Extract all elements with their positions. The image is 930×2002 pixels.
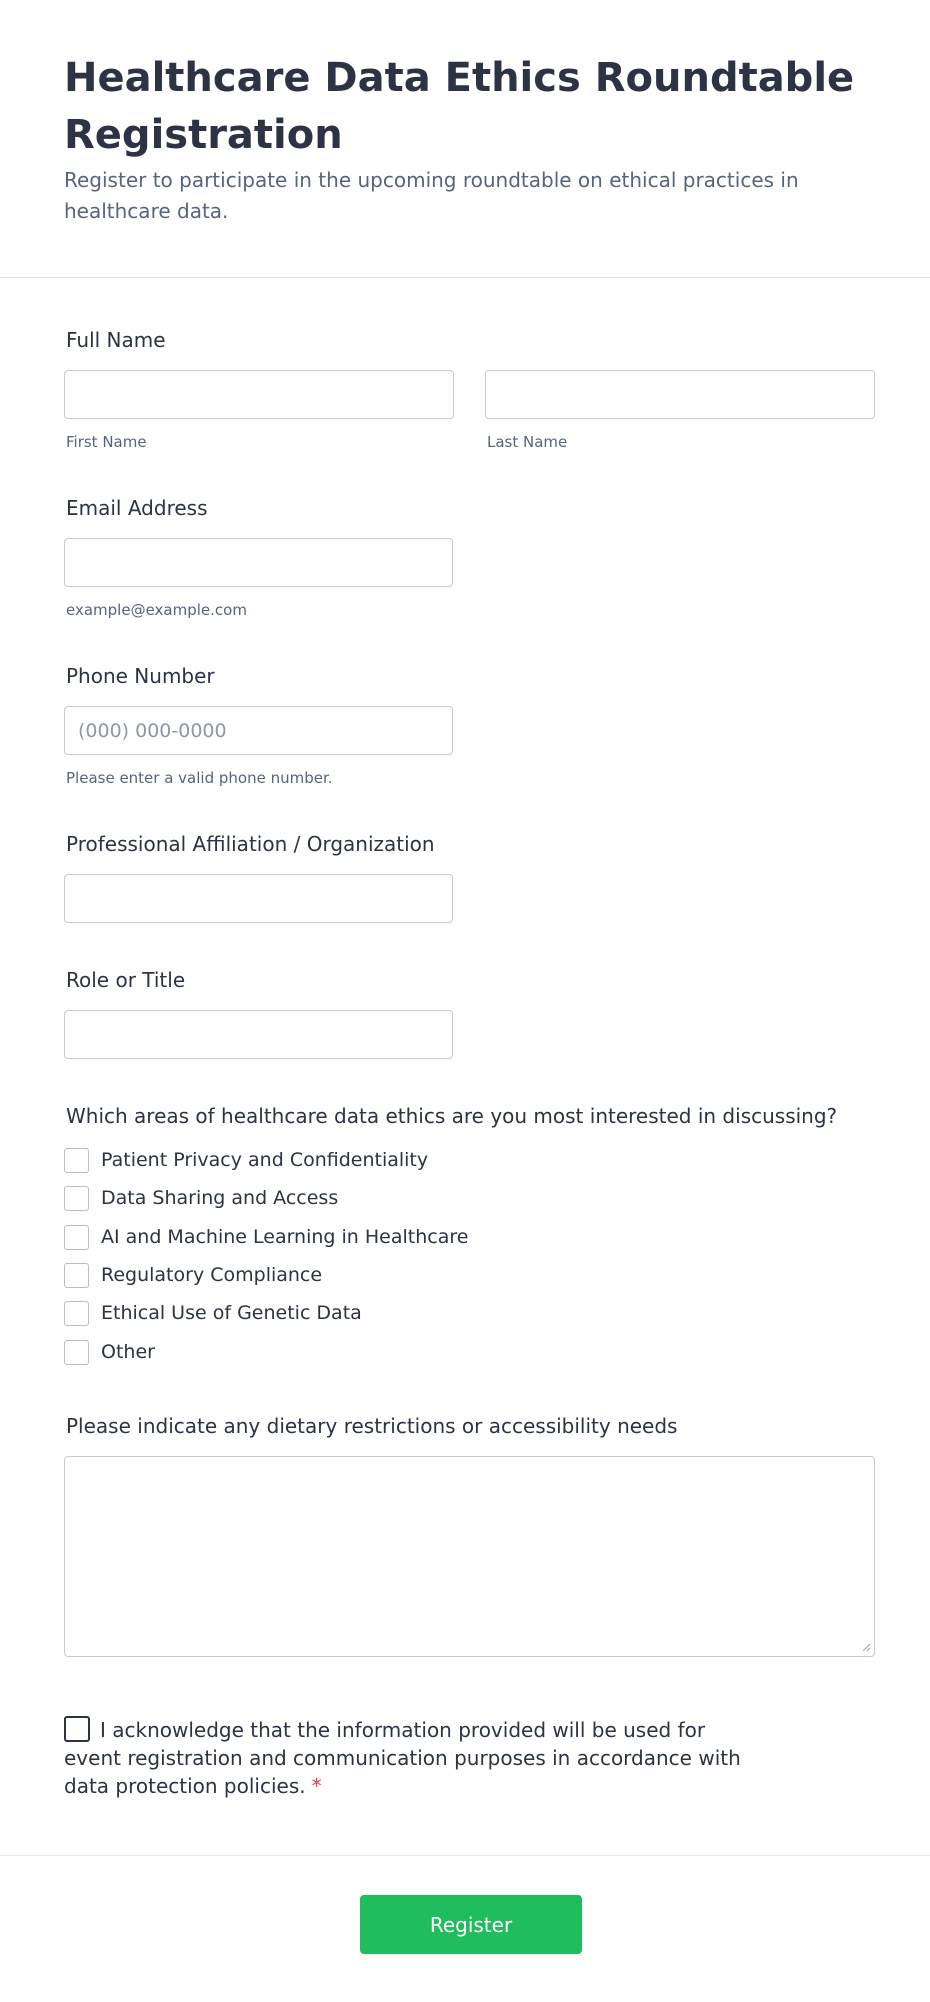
checkbox[interactable]	[64, 1186, 89, 1211]
phone-sublabel: Please enter a valid phone number.	[66, 769, 333, 787]
acknowledgement-field	[64, 1716, 744, 1800]
interests-label: Which areas of healthcare data ethics are you most interested in discussing?	[66, 1104, 838, 1128]
phone-input[interactable]	[64, 706, 453, 755]
checkbox[interactable]	[64, 1340, 89, 1365]
form-header	[0, 0, 930, 278]
interest-option-regulatory[interactable]	[64, 1262, 322, 1288]
required-marker: *	[311, 1774, 322, 1798]
checkbox[interactable]	[64, 1225, 89, 1250]
interest-option-label: AI and Machine Learning in Healthcare	[101, 1226, 469, 1248]
interest-option-label: Patient Privacy and Confidentiality	[101, 1149, 429, 1171]
checkbox[interactable]	[64, 1263, 89, 1288]
needs-label: Please indicate any dietary restrictions or accessibility needs	[66, 1414, 678, 1438]
email-input[interactable]	[64, 538, 453, 587]
last-name-input[interactable]	[485, 370, 875, 419]
role-input[interactable]	[64, 1010, 453, 1059]
interest-option-ai-ml[interactable]	[64, 1224, 468, 1250]
register-button[interactable]: Register	[360, 1895, 582, 1954]
affiliation-input[interactable]	[64, 874, 453, 923]
checkbox[interactable]	[64, 1301, 89, 1326]
email-label: Email Address	[66, 496, 208, 520]
page-title: Healthcare Data Ethics Roundtable Registration	[64, 55, 855, 158]
interest-option-data-sharing[interactable]	[64, 1185, 338, 1211]
interest-option-other[interactable]	[64, 1339, 155, 1365]
interest-option-label: Other	[101, 1341, 155, 1363]
interest-option-label: Ethical Use of Genetic Data	[101, 1302, 362, 1324]
interest-option-patient-privacy[interactable]	[64, 1147, 428, 1173]
resize-grip-icon[interactable]	[861, 1642, 871, 1652]
interest-option-label: Regulatory Compliance	[101, 1264, 323, 1286]
acknowledgement-text: I acknowledge that the information provided will be used for event registration and communication purposes in accordance with data protection policies.	[64, 1718, 741, 1798]
footer-divider	[0, 1855, 930, 1856]
email-sublabel: example@example.com	[66, 601, 247, 619]
first-name-sublabel: First Name	[66, 433, 147, 451]
last-name-sublabel: Last Name	[487, 433, 568, 451]
page-subtitle: Register to participate in the upcoming roundtable on ethical practices in healthcare data.	[64, 168, 799, 223]
first-name-input[interactable]	[64, 370, 454, 419]
checkbox[interactable]	[64, 1148, 89, 1173]
full-name-label: Full Name	[66, 328, 166, 352]
needs-textarea[interactable]	[64, 1456, 875, 1657]
affiliation-label: Professional Affiliation / Organization	[66, 832, 435, 856]
interest-option-label: Data Sharing and Access	[101, 1187, 339, 1209]
interest-option-genetic-data[interactable]	[64, 1300, 362, 1326]
acknowledgement-checkbox[interactable]	[64, 1716, 90, 1742]
phone-label: Phone Number	[66, 664, 215, 688]
role-label: Role or Title	[66, 968, 186, 992]
